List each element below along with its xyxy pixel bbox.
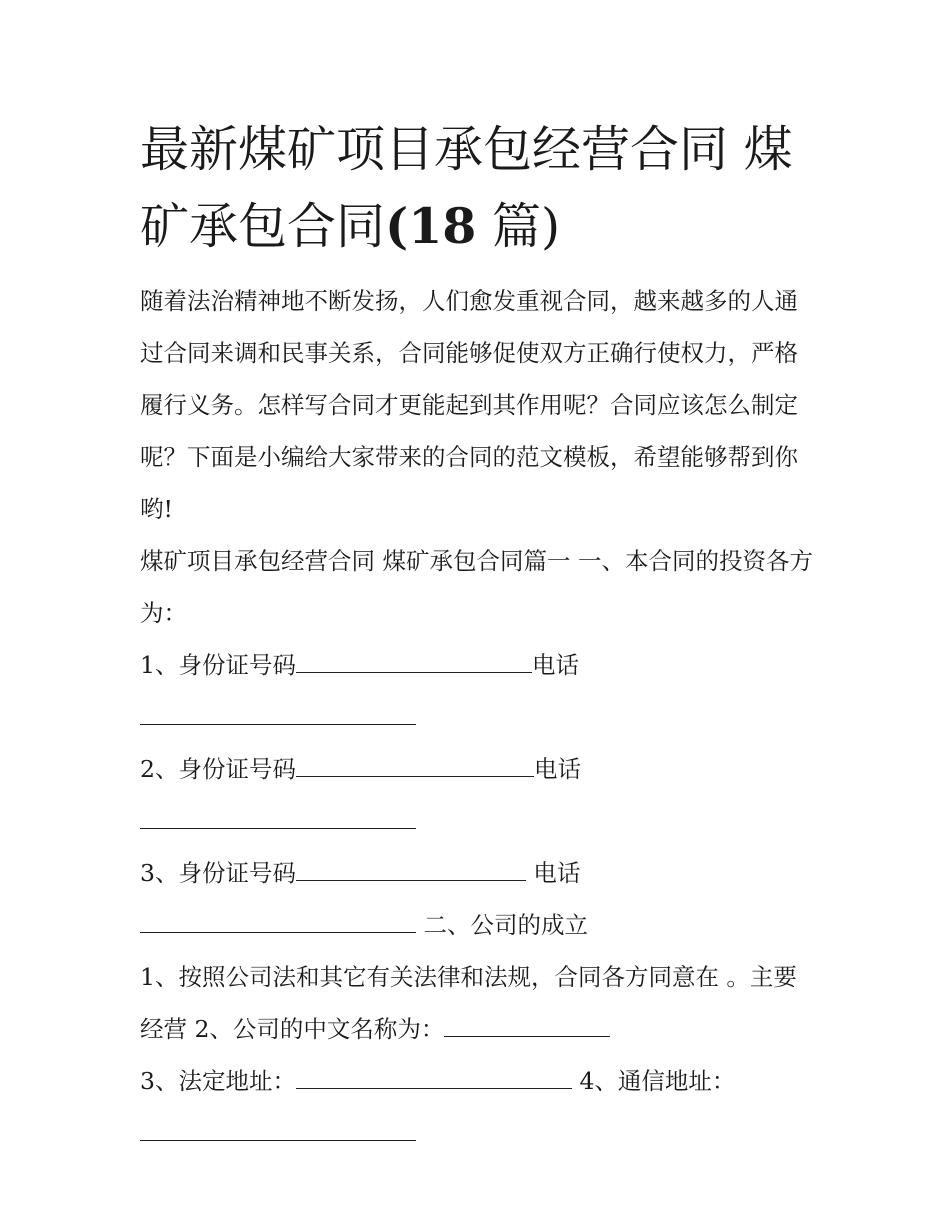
company-name-blank bbox=[444, 1012, 610, 1037]
title-count: (18 bbox=[385, 197, 477, 255]
document-title bbox=[140, 112, 820, 265]
party-2-phone-row bbox=[140, 795, 820, 847]
clause-4-label: 4、通信地址： bbox=[579, 1067, 736, 1095]
party-3-phone-row bbox=[140, 899, 820, 951]
party-1-row bbox=[140, 639, 820, 691]
party-1-id-blank bbox=[296, 648, 532, 673]
party-1-label: 1、身份证号码 bbox=[140, 651, 296, 679]
party-2-row bbox=[140, 743, 820, 795]
party-1-phone-label: 电话 bbox=[531, 651, 579, 679]
title-line-1: 最新煤矿项目承包经营合同 煤 bbox=[140, 121, 793, 178]
clause-1 bbox=[140, 951, 820, 1055]
intro-paragraph: 随着法治精神地不断发扬，人们愈发重视合同，越来越多的人通过合同来调和民事关系，合同能够促使双方正确行使权力，严格履行义务。怎样写合同才更能起到其作用呢？合同应该怎么制定呢？下面是小编给大家带来的合同的范文模板，希望能够帮到你哟! bbox=[140, 287, 798, 523]
party-1-phone-blank bbox=[140, 700, 416, 725]
party-2-phone-blank bbox=[140, 804, 416, 829]
title-line-2: 矿承包合同 bbox=[140, 198, 386, 255]
section-heading: 煤矿项目承包经营合同 煤矿承包合同篇一 一、本合同的投资各方为： bbox=[140, 547, 813, 627]
party-2-id-blank bbox=[296, 752, 534, 777]
legal-address-blank bbox=[296, 1064, 572, 1089]
clause-1-text: 1、按照公司法和其它有关法律和法规，合同各方同意在 。主要经营 2、公司的中文名称为： bbox=[140, 963, 797, 1043]
party-2-phone-label: 电话 bbox=[533, 755, 581, 783]
mailing-address-blank bbox=[140, 1116, 416, 1141]
party-2-label: 2、身份证号码 bbox=[140, 755, 296, 783]
clause-3-label: 3、法定地址： bbox=[140, 1067, 296, 1095]
clause-3-row bbox=[140, 1055, 820, 1107]
party-3-phone-label: 电话 bbox=[525, 859, 581, 887]
party-3-row bbox=[140, 847, 820, 899]
party-3-id-blank bbox=[296, 856, 526, 881]
title-end: 篇) bbox=[491, 198, 561, 255]
mailing-address-row bbox=[140, 1107, 820, 1159]
document-page bbox=[140, 112, 820, 1159]
party-3-phone-blank bbox=[140, 908, 416, 933]
document-body bbox=[140, 275, 820, 1159]
party-1-phone-row bbox=[140, 691, 820, 743]
party-3-label: 3、身份证号码 bbox=[140, 859, 296, 887]
section-2-heading: 二、公司的成立 bbox=[423, 911, 588, 939]
